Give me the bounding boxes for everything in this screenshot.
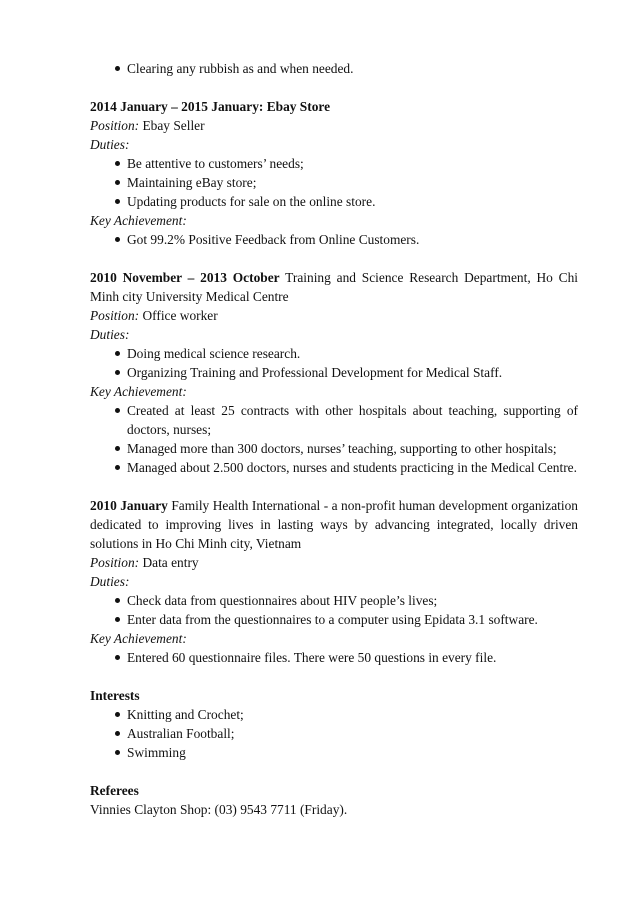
job-heading: [90, 268, 578, 306]
position-value: Ebay Seller: [142, 118, 205, 133]
job-ebay-store: [90, 97, 578, 249]
position-line: [90, 553, 578, 572]
interests-section: [90, 686, 578, 762]
achievement-label: Key Achievement:: [90, 631, 187, 646]
duties-list: [90, 591, 578, 629]
duties-list: [90, 344, 578, 382]
job-heading: [90, 496, 578, 553]
job-dates: 2010 November – 2013 October: [90, 270, 280, 285]
previous-duties-list: [90, 59, 578, 78]
position-label: Position:: [90, 118, 140, 133]
position-line: [90, 306, 578, 325]
list-item: Be attentive to customers’ needs;: [90, 154, 578, 173]
list-item: Managed more than 300 doctors, nurses’ teaching, supporting to other hospitals;: [90, 439, 578, 458]
job-dates: 2010 January: [90, 498, 168, 513]
position-label: Position:: [90, 308, 140, 323]
list-item: Australian Football;: [90, 724, 578, 743]
achievements-list: [90, 401, 578, 477]
position-value: Office worker: [142, 308, 218, 323]
list-item: Doing medical science research.: [90, 344, 578, 363]
achievements-list: [90, 648, 578, 667]
list-item: Clearing any rubbish as and when needed.: [90, 59, 578, 78]
list-item: Updating products for sale on the online store.: [90, 192, 578, 211]
list-item: Maintaining eBay store;: [90, 173, 578, 192]
achievement-label: Key Achievement:: [90, 213, 187, 228]
list-item: Entered 60 questionnaire files. There were 50 questions in every file.: [90, 648, 578, 667]
list-item: Created at least 25 contracts with other hospitals about teaching, supporting of doctors, nurses;: [90, 401, 578, 439]
job-medical-centre: [90, 268, 578, 477]
duties-label: Duties:: [90, 327, 130, 342]
interests-list: [90, 705, 578, 762]
job-heading: 2014 January – 2015 January: Ebay Store: [90, 99, 331, 114]
position-label: Position:: [90, 555, 140, 570]
list-item: Enter data from the questionnaires to a computer using Epidata 3.1 software.: [90, 610, 578, 629]
achievement-label: Key Achievement:: [90, 384, 187, 399]
list-item: Knitting and Crochet;: [90, 705, 578, 724]
duties-label: Duties:: [90, 137, 130, 152]
list-item: Swimming: [90, 743, 578, 762]
list-item: Got 99.2% Positive Feedback from Online Customers.: [90, 230, 578, 249]
list-item: Check data from questionnaires about HIV people’s lives;: [90, 591, 578, 610]
referees-section: [90, 781, 578, 819]
duties-label: Duties:: [90, 574, 130, 589]
section-heading: Referees: [90, 783, 139, 798]
achievements-list: [90, 230, 578, 249]
duties-list: [90, 154, 578, 211]
referee-line: Vinnies Clayton Shop: (03) 9543 7711 (Friday).: [90, 802, 348, 817]
job-description: Training and Science Research Department, Ho Chi Minh city University Medical Centre: [90, 270, 578, 304]
list-item: Managed about 2.500 doctors, nurses and students practicing in the Medical Centre.: [90, 458, 578, 477]
resume-page: [90, 59, 578, 819]
job-family-health-international: [90, 496, 578, 667]
section-heading: Interests: [90, 688, 140, 703]
position-line: [90, 116, 578, 135]
list-item: Organizing Training and Professional Development for Medical Staff.: [90, 363, 578, 382]
job-description: Family Health International - a non-profit human development organization dedicated to improving lives in lasting ways by advancing integrated, locally driven solutions in Ho Chi Minh city, Vietnam: [90, 498, 578, 551]
position-value: Data entry: [142, 555, 199, 570]
